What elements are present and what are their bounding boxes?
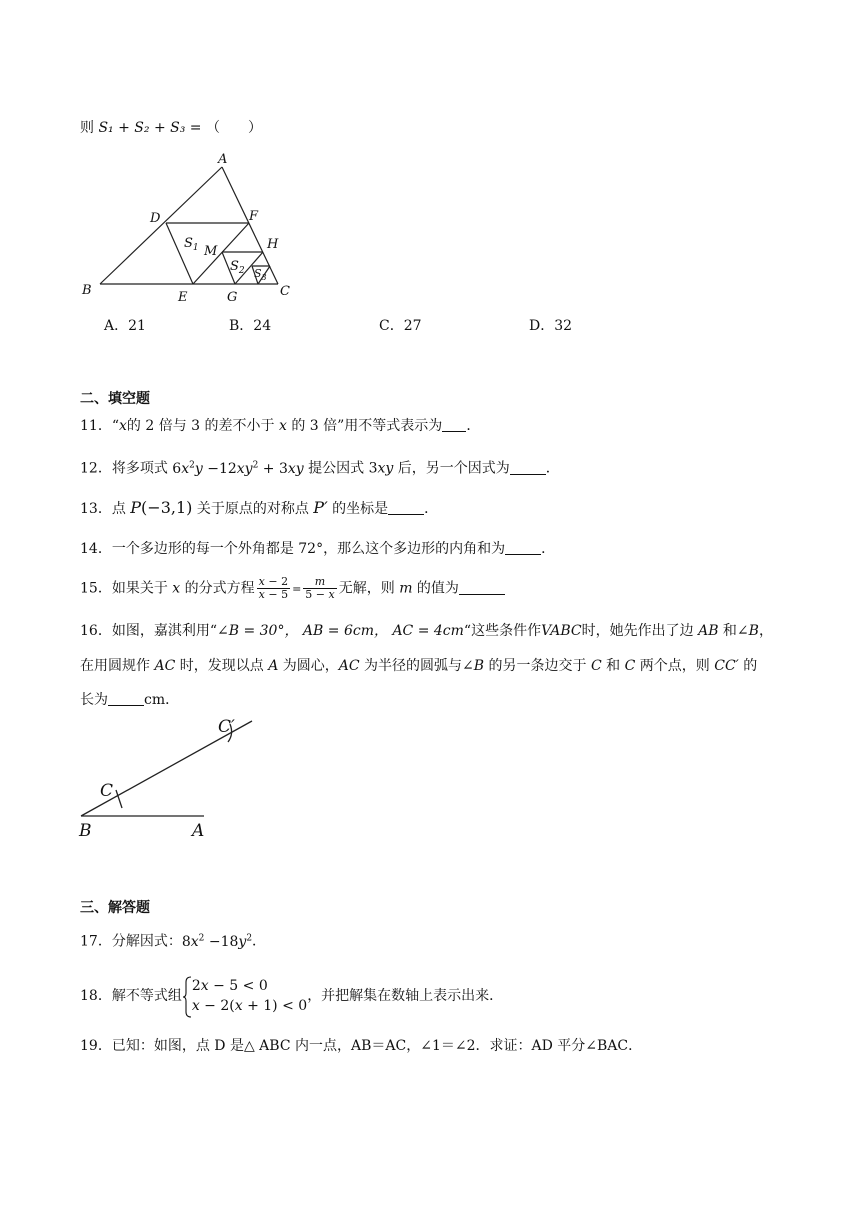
label-A: A xyxy=(192,821,205,841)
inequality-system: 2x − 5 < 0 x − 2(x + 1) < 0 xyxy=(182,976,307,1016)
label-C-prime: C′ xyxy=(218,717,235,737)
figure-nested-triangles xyxy=(80,150,310,310)
label-E: E xyxy=(178,290,188,305)
label-M: M xyxy=(204,244,218,259)
label-S3: $S_3$ xyxy=(254,267,267,282)
q10-formula: S₁ + S₂ + S₃ = xyxy=(98,120,202,136)
brace-icon xyxy=(182,976,192,1018)
label-G: G xyxy=(227,290,238,305)
polynomial: $6x^2y -12xy^2 + 3xy$ xyxy=(172,460,304,477)
label-B: B xyxy=(79,821,92,841)
option-b[interactable]: B．24 xyxy=(229,318,272,334)
line-DE xyxy=(166,223,193,284)
question-19: 19．已知：如图，点 D 是△ ABC 内一点，AB＝AC，∠1＝∠2．求证：AD 平分∠BAC． xyxy=(80,1038,643,1054)
question-18: 18．解不等式组 2x − 5 < 0 x − 2(x + 1) < 0 ，并把解集在数轴上表示出来． xyxy=(80,974,503,1018)
label-S2: $S_2$ xyxy=(230,259,245,276)
option-d[interactable]: D．32 xyxy=(529,318,573,334)
fraction-left: $\frac{x - 2}{x - 5}$ xyxy=(258,575,289,601)
label-C: C xyxy=(100,781,114,801)
option-c[interactable]: C．27 xyxy=(379,318,422,334)
figure-angle-construction xyxy=(76,712,276,842)
question-13: 13．点 P(−3,1) 关于原点的对称点 P′ 的坐标是 ． xyxy=(80,498,439,517)
expression: $8x^2 -18y^2$ xyxy=(181,933,253,950)
label-B: B xyxy=(82,283,92,298)
answer-blank[interactable] xyxy=(505,540,541,555)
question-14: 14．一个多边形的每一个外角都是 72°，那么这个多边形的内角和为 ． xyxy=(80,541,556,557)
answer-blank[interactable] xyxy=(510,460,546,475)
question-16-line2: 在用圆规作 AC 时，发现以点 A 为圆心，AC 为半径的圆弧与∠B 的另一条边交于 C 和 C 两个点，则 CC′ 的 xyxy=(80,658,758,674)
answer-blank[interactable] xyxy=(388,500,424,515)
option-a[interactable]: A．21 xyxy=(104,318,146,334)
answer-blank[interactable] xyxy=(108,691,144,706)
label-H: H xyxy=(267,237,279,252)
section-title-fill-in: 二、填空题 xyxy=(80,391,150,407)
question-17: 17．分解因式：$8x^2 -18y^2$． xyxy=(80,933,267,950)
fraction-right: $\frac{m}{5 - x}$ xyxy=(305,575,335,601)
question-12: 12．将多项式 $6x^2y -12xy^2 + 3xy$ 提公因式 3xy 后，另一个因式为 ． xyxy=(80,460,560,477)
question-11: 11．“x的 2 倍与 3 的差不小于 x 的 3 倍”用不等式表示为 ． xyxy=(80,418,481,434)
question-15: 15．如果关于 x 的分式方程 $\frac{x - 2}{x - 5}$ = $\frac{m}{5 - x}$ 无解，则 m 的值为 xyxy=(80,576,505,601)
label-C: C xyxy=(280,284,290,299)
label-D: D xyxy=(150,211,161,226)
q10-stem: 则 S₁ + S₂ + S₃ = （ ） xyxy=(80,120,262,136)
arc-mark-C xyxy=(116,790,122,808)
answer-blank[interactable] xyxy=(459,580,505,595)
label-F: F xyxy=(249,209,259,224)
label-S1: $S_1$ xyxy=(184,236,199,253)
label-A: A xyxy=(218,152,228,167)
question-16-line1: 16．如图，嘉淇利用“∠B = 30°， AB = 6cm， AC = 4cm“这些条件作VABC时，她先作出了边 AB 和∠B， xyxy=(80,623,773,639)
question-16-line3: 长为 cm． xyxy=(80,692,180,708)
line-BA xyxy=(100,167,222,284)
answer-blank[interactable] xyxy=(442,417,466,432)
section-title-solve: 三、解答题 xyxy=(80,900,150,916)
